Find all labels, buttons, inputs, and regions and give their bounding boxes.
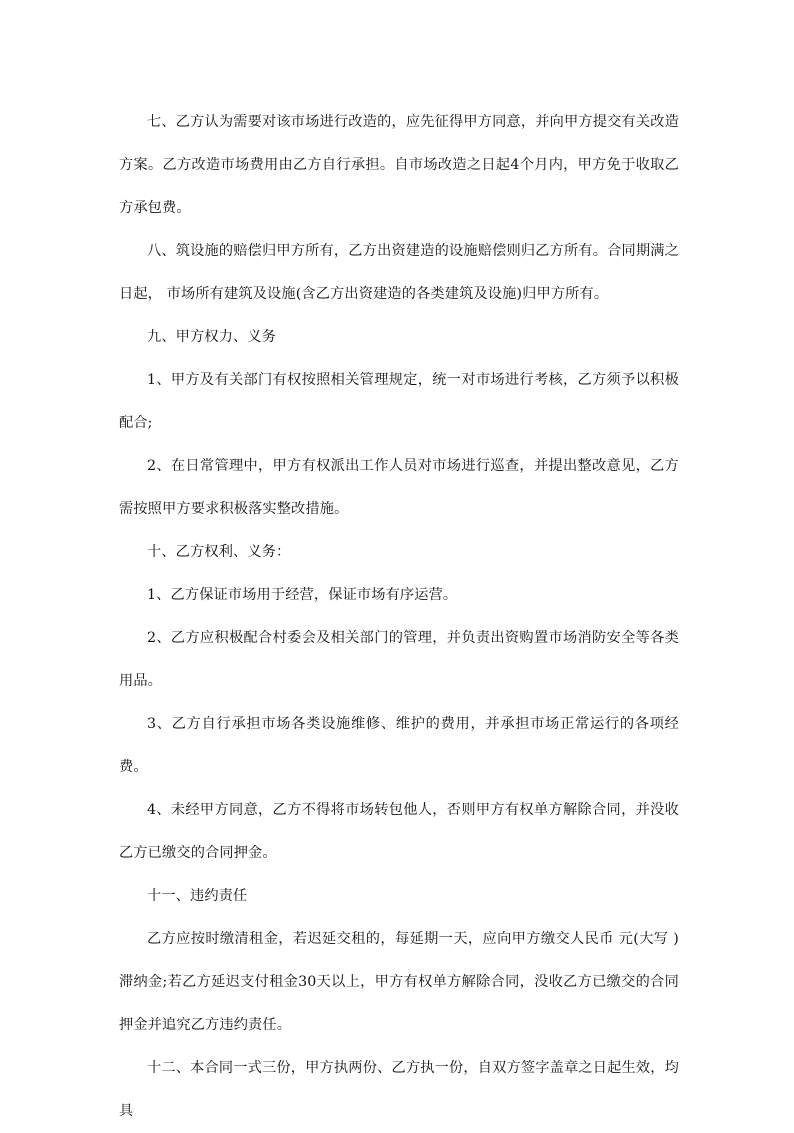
clause-7-paragraph: 七、乙方认为需要对该市场进行改造的，应先征得甲方同意，并向甲方提交有关改造方案。乙方改造市场费用由乙方自行承担。自市场改造之日起4个月内，甲方免于收取乙方承包费。 [119,114,679,216]
clause-9-heading: 九、甲方权力、义务 [147,329,277,345]
clause-9-item-1: 1、甲方及有关部门有权按照相关管理规定，统一对市场进行考核，乙方须予以积极配合; [119,372,679,431]
clause-12-paragraph: 十二、本合同一式三份，甲方执两份、乙方执一份，自双方签字盖章之日起生效，均具 [119,1060,679,1119]
clause-11-paragraph: 乙方应按时缴清租金，若迟延交租的，每延期一天，应向甲方缴交人民币 元(大写 )滞纳金;若乙方延迟支付租金30天以上，甲方有权单方解除合同，没收乙方已缴交的合同押金并追究乙方违约责任。 [119,931,679,1033]
clause-10-item-3: 3、乙方自行承担市场各类设施维修、维护的费用，并承担市场正常运行的各项经费。 [119,716,679,775]
clause-10-item-1: 1、乙方保证市场用于经营，保证市场有序运营。 [147,587,458,603]
clause-9-item-2: 2、在日常管理中，甲方有权派出工作人员对市场进行巡查，并提出整改意见，乙方需按照甲方要求积极落实整改措施。 [119,458,679,517]
contract-body [119,101,679,1133]
clause-10-heading: 十、乙方权利、义务： [147,544,291,560]
clause-11-heading: 十一、违约责任 [147,888,248,904]
clause-8-paragraph: 八、筑设施的赔偿归甲方所有，乙方出资建造的设施赔偿则归乙方所有。合同期满之日起， 市场所有建筑及设施(含乙方出资建造的各类建筑及设施)归甲方所有。 [119,243,679,302]
clause-10-item-4: 4、未经甲方同意，乙方不得将市场转包他人，否则甲方有权单方解除合同，并没收乙方已缴交的合同押金。 [119,802,679,861]
clause-10-item-2: 2、乙方应积极配合村委会及相关部门的管理，并负责出资购置市场消防安全等各类用品。 [119,630,679,689]
